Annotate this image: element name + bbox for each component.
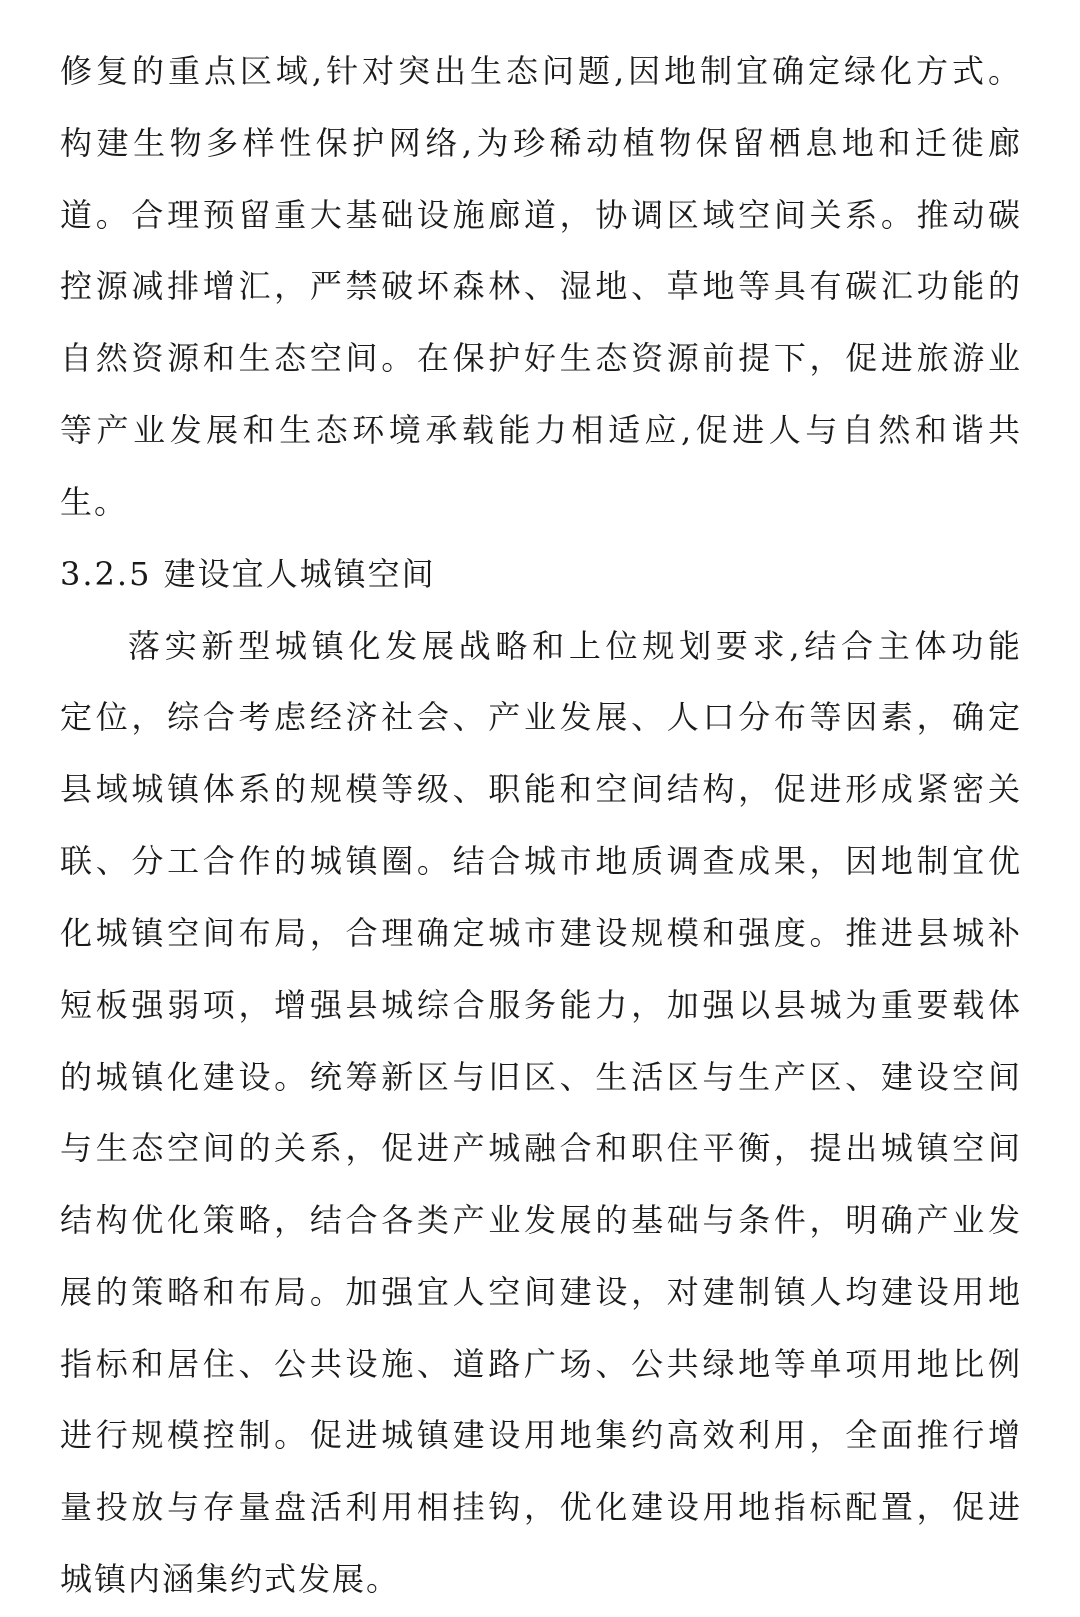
paragraph-1-line-3: 道。合理预留重大基础设施廊道，协调区域空间关系。推动碳 [60,196,1022,234]
paragraph-1-line-7: 生。 [60,483,129,521]
paragraph-2-line-2: 定位，综合考虑经济社会、产业发展、人口分布等因素，确定 [60,698,1022,736]
paragraph-1-line-6: 等产业发展和生态环境承载能力相适应,促进人与自然和谐共 [60,411,1022,449]
paragraph-2-line-6: 短板强弱项，增强县城综合服务能力，加强以县城为重要载体 [60,986,1022,1024]
paragraph-1-line-5: 自然资源和生态空间。在保护好生态资源前提下，促进旅游业 [60,339,1022,377]
paragraph-2-line-3: 县域城镇体系的规模等级、职能和空间结构，促进形成紧密关 [60,770,1022,808]
paragraph-2-line-13: 量投放与存量盘活利用相挂钩，优化建设用地指标配置，促进 [60,1488,1022,1526]
section-heading: 3.2.5 建设宜人城镇空间 [60,555,436,593]
paragraph-1-line-2: 构建生物多样性保护网络,为珍稀动植物保留栖息地和迁徙廊 [60,124,1022,162]
paragraph-2-line-11: 指标和居住、公共设施、道路广场、公共绿地等单项用地比例 [60,1345,1022,1383]
paragraph-2-line-14: 城镇内涵集约式发展。 [60,1560,401,1598]
paragraph-1-line-1: 修复的重点区域,针对突出生态问题,因地制宜确定绿化方式。 [60,52,1022,90]
paragraph-2-line-5: 化城镇空间布局，合理确定城市建设规模和强度。推进县城补 [60,914,1022,952]
paragraph-2-line-8: 与生态空间的关系，促进产城融合和职住平衡，提出城镇空间 [60,1129,1022,1167]
paragraph-2-line-9: 结构优化策略，结合各类产业发展的基础与条件，明确产业发 [60,1201,1022,1239]
paragraph-1-line-4: 控源减排增汇，严禁破坏森林、湿地、草地等具有碳汇功能的 [60,267,1022,305]
paragraph-2-line-10: 展的策略和布局。加强宜人空间建设，对建制镇人均建设用地 [60,1273,1022,1311]
paragraph-2-line-4: 联、分工合作的城镇圈。结合城市地质调查成果，因地制宜优 [60,842,1022,880]
paragraph-2-line-7: 的城镇化建设。统筹新区与旧区、生活区与生产区、建设空间 [60,1058,1022,1096]
paragraph-2-line-12: 进行规模控制。促进城镇建设用地集约高效利用，全面推行增 [60,1416,1022,1454]
paragraph-2-line-1: 落实新型城镇化发展战略和上位规划要求,结合主体功能 [128,627,1022,665]
